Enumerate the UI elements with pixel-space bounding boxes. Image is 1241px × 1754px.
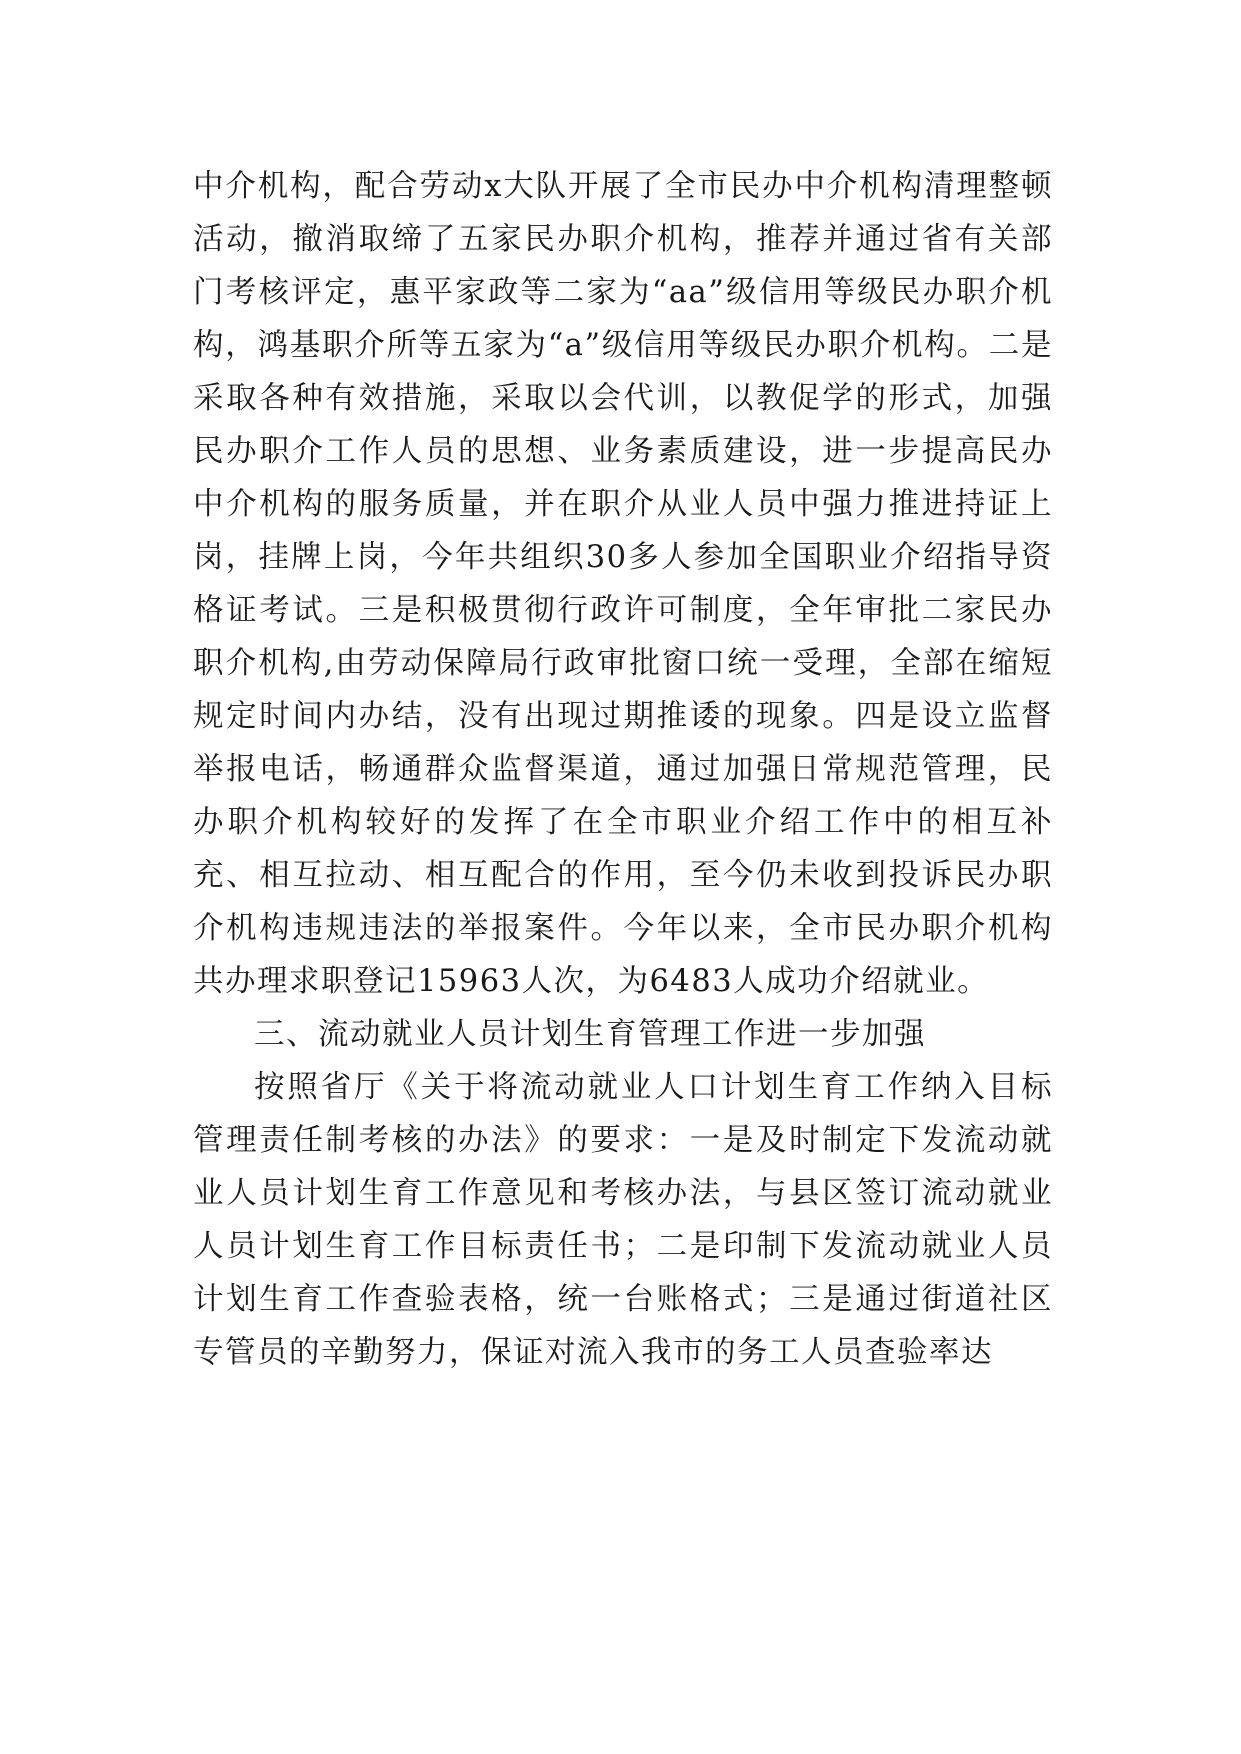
paragraph-continuation: 中介机构，配合劳动x大队开展了全市民办中介机构清理整顿活动，撤消取缔了五家民办职介机构，推荐并通过省有关部门考核评定，惠平家政等二家为“aa”级信用等级民办职介机构，鸿基职介所等五家为“a”级信用等级民办职介机构。二是采取各种有效措施，采取以会代训，以教促学的形式，加强民办职介工作人员的思想、业务素质建设，进一步提高民办中介机构的服务质量，并在职介从业人员中强力推进持证上岗，挂牌上岗，今年共组织30多人参加全国职业介绍指导资格证考试。三是积极贯彻行政许可制度，全年审批二家民办职介机构,由劳动保障局行政审批窗口统一受理，全部在缩短规定时间内办结，没有出现过期推诿的现象。四是设立监督举报电话，畅通群众监督渠道，通过加强日常规范管理，民办职介机构较好的发挥了在全市职业介绍工作中的相互补充、相互拉动、相互配合的作用，至今仍未收到投诉民办职介机构违规违法的举报案件。今年以来，全市民办职介机构共办理求职登记15963人次，为6483人成功介绍就业。	[193, 169, 1053, 999]
paragraph-indented: 按照省厅《关于将流动就业人口计划生育工作纳入目标管理责任制考核的办法》的要求：一是及时制定下发流动就业人员计划生育工作意见和考核办法，与县区签订流动就业人员计划生育工作目标责任书；二是印制下发流动就业人员计划生育工作查验表格，统一台账格式；三是通过街道社区专管员的辛勤努力，保证对流入我市的务工人员查验率达	[193, 1070, 1053, 1370]
document-body	[193, 160, 1053, 1379]
section-heading: 三、流动就业人员计划生育管理工作进一步加强	[254, 1017, 926, 1052]
